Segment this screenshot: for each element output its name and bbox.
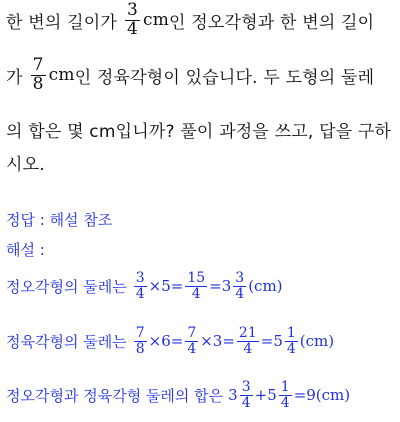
fraction [185, 326, 198, 356]
question-text: 한 변의 길이가 [6, 12, 117, 33]
result: =9(cm) [293, 386, 351, 405]
whole-number: 3 [228, 386, 238, 405]
numerator: 21 [238, 325, 257, 341]
denominator: 4 [235, 285, 245, 302]
unit: cm [142, 10, 170, 31]
question-line-3 [6, 117, 391, 142]
question-line-2 [6, 57, 374, 94]
numerator: 3 [241, 379, 251, 395]
fraction [240, 380, 253, 410]
question-text: 인 정오각형과 한 변의 길이 [169, 12, 375, 33]
solution-row-1 [6, 271, 283, 301]
solution-text: 정오각형과 정육각형 둘레의 합은 [6, 386, 224, 405]
fraction [31, 57, 46, 94]
question-line-4 [6, 150, 45, 175]
solution-text: 정육각형의 둘레는 [6, 332, 127, 351]
question-text: 가 [6, 67, 23, 88]
answer-label [6, 209, 112, 230]
fraction [185, 271, 207, 301]
operator: ×3= [200, 332, 235, 351]
fraction [125, 2, 140, 39]
question-text: 의 합은 몇 cm입니까? 풀이 과정을 쓰고, 답을 구하 [6, 122, 392, 142]
denominator: 4 [243, 340, 253, 357]
numerator: 7 [135, 325, 145, 341]
denominator: 8 [135, 340, 145, 357]
operator: ×6= [148, 332, 184, 351]
fraction [134, 271, 147, 301]
numerator: 3 [235, 270, 245, 286]
operator: =5 [260, 332, 283, 351]
fraction [285, 326, 298, 356]
fraction [233, 271, 246, 301]
fraction [237, 326, 259, 356]
denominator: 4 [191, 285, 201, 302]
question-text: 인 정육각형이 있습니다. 두 도형의 둘레 [74, 67, 375, 88]
question-line-1 [6, 2, 374, 39]
unit: (cm) [299, 332, 335, 351]
numerator: 15 [187, 270, 206, 286]
solution-text: 정오각형의 둘레는 [6, 277, 127, 296]
denominator: 4 [286, 340, 296, 357]
numerator: 7 [187, 325, 197, 341]
denominator: 4 [280, 394, 290, 411]
numerator: 7 [32, 55, 44, 75]
explanation-label [6, 239, 45, 260]
unit: cm [48, 65, 75, 86]
solution-row-3 [6, 380, 350, 410]
numerator: 3 [135, 270, 145, 286]
denominator: 8 [32, 73, 44, 94]
fraction [279, 380, 292, 410]
numerator: 1 [286, 325, 296, 341]
question-text: 시오. [6, 155, 45, 175]
operator: +5 [254, 386, 277, 405]
operator: =3 [209, 277, 232, 296]
numerator: 3 [126, 0, 138, 20]
denominator: 4 [135, 285, 145, 302]
explanation-text: 해설 : [6, 241, 45, 259]
denominator: 4 [241, 394, 251, 411]
answer-text: 정답 : 해설 참조 [6, 211, 113, 229]
denominator: 4 [187, 340, 197, 357]
solution-row-2 [6, 326, 334, 356]
unit: (cm) [248, 277, 283, 296]
numerator: 1 [280, 379, 290, 395]
denominator: 4 [126, 18, 138, 39]
fraction [134, 326, 147, 356]
operator: ×5= [148, 277, 184, 296]
